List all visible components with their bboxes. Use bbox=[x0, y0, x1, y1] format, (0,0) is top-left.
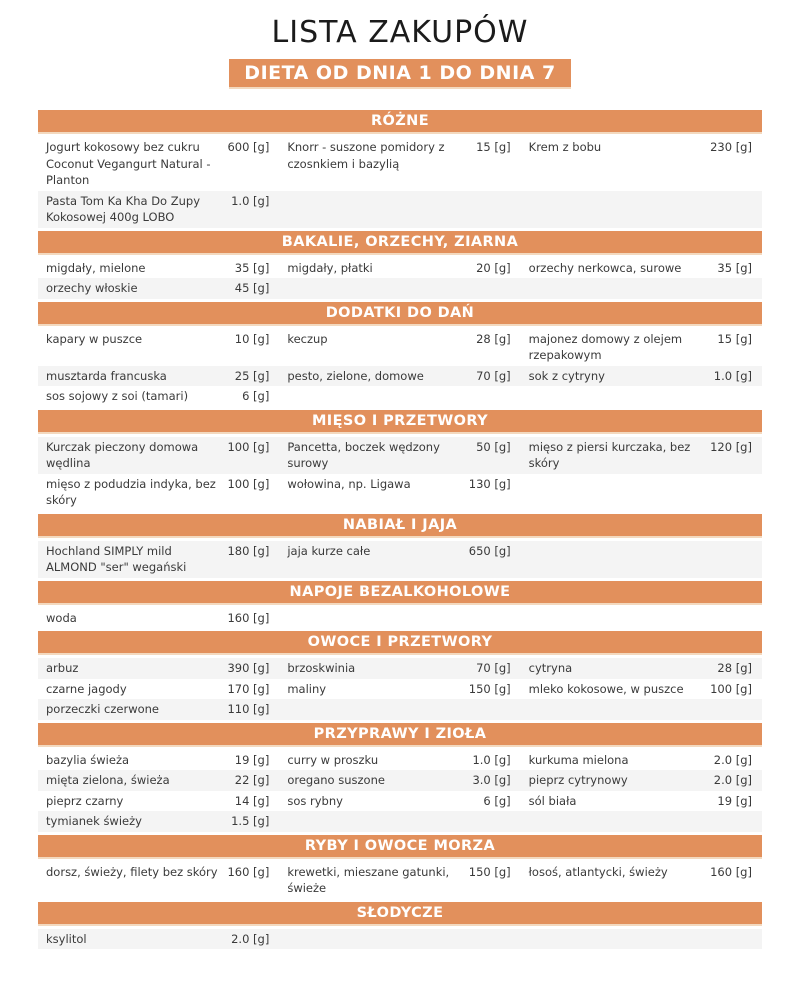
item-qty: 150 [g] bbox=[468, 864, 511, 879]
section-rows bbox=[38, 434, 762, 514]
section-rows bbox=[38, 926, 762, 953]
item-name: majonez domowy z olejem rzepakowym bbox=[528, 331, 683, 362]
section-rows bbox=[38, 255, 762, 302]
item-name: Kurczak pieczony domowa wędlina bbox=[46, 439, 199, 470]
section bbox=[38, 302, 762, 410]
item-qty: 19 [g] bbox=[717, 793, 752, 808]
item-cell bbox=[279, 862, 520, 899]
item-cell bbox=[279, 679, 520, 700]
item-name: mięso z piersi kurczaka, bez skóry bbox=[528, 439, 691, 470]
item-cell-empty bbox=[521, 811, 762, 832]
item-name: dorsz, świeży, filety bez skóry bbox=[46, 864, 218, 879]
item-row bbox=[38, 929, 762, 950]
item-name: migdały, płatki bbox=[287, 260, 373, 275]
item-cell bbox=[38, 770, 279, 791]
item-qty: 10 [g] bbox=[234, 331, 270, 346]
item-qty: 20 [g] bbox=[476, 260, 511, 275]
item-qty: 650 [g] bbox=[468, 543, 511, 558]
section-header: RYBY I OWOCE MORZA bbox=[38, 835, 762, 859]
item-cell bbox=[38, 608, 279, 629]
item-qty: 100 [g] bbox=[227, 439, 270, 454]
item-cell-empty bbox=[521, 474, 762, 511]
section bbox=[38, 723, 762, 835]
diet-period-badge: DIETA OD DNIA 1 DO DNIA 7 bbox=[229, 59, 570, 89]
item-cell bbox=[279, 329, 520, 366]
item-name: migdały, mielone bbox=[46, 260, 146, 275]
item-name: jaja kurze całe bbox=[287, 543, 371, 558]
item-name: curry w proszku bbox=[287, 752, 379, 767]
section bbox=[38, 410, 762, 514]
item-cell bbox=[279, 366, 520, 387]
item-cell bbox=[279, 750, 520, 771]
section-rows bbox=[38, 747, 762, 835]
item-row bbox=[38, 699, 762, 720]
section-rows bbox=[38, 134, 762, 231]
item-row bbox=[38, 437, 762, 474]
section bbox=[38, 581, 762, 632]
section bbox=[38, 110, 762, 231]
item-cell bbox=[38, 278, 279, 299]
page-title: LISTA ZAKUPÓW bbox=[271, 15, 529, 50]
item-qty: 2.0 [g] bbox=[713, 752, 752, 767]
item-qty: 2.0 [g] bbox=[713, 773, 752, 787]
section-header: SŁODYCZE bbox=[38, 902, 762, 926]
item-qty: 390 [g] bbox=[227, 661, 270, 675]
item-name: mleko kokosowe, w puszce bbox=[528, 681, 684, 696]
item-cell bbox=[521, 791, 762, 812]
item-cell-empty bbox=[279, 191, 520, 228]
item-name: musztarda francuska bbox=[46, 368, 167, 383]
section-header: DODATKI DO DAŃ bbox=[38, 302, 762, 326]
section bbox=[38, 231, 762, 302]
item-name: porzeczki czerwone bbox=[46, 702, 160, 716]
item-cell-empty bbox=[521, 929, 762, 950]
item-cell bbox=[38, 191, 279, 228]
section-header: OWOCE I PRZETWORY bbox=[38, 631, 762, 655]
item-qty: 25 [g] bbox=[234, 368, 270, 383]
item-row bbox=[38, 137, 762, 191]
item-name: sos sojowy z soi (tamari) bbox=[46, 389, 189, 403]
item-cell bbox=[38, 791, 279, 812]
item-name: sos rybny bbox=[287, 793, 343, 808]
item-name: Pasta Tom Ka Kha Do Zupy Kokosowej 400g LOBO bbox=[46, 193, 201, 224]
item-cell bbox=[38, 437, 279, 474]
item-cell-empty bbox=[521, 699, 762, 720]
item-cell bbox=[38, 699, 279, 720]
item-qty: 150 [g] bbox=[468, 681, 511, 696]
item-qty: 160 [g] bbox=[710, 864, 752, 879]
item-qty: 35 [g] bbox=[234, 260, 270, 275]
item-cell-empty bbox=[279, 929, 520, 950]
item-row bbox=[38, 608, 762, 629]
item-row bbox=[38, 366, 762, 387]
item-qty: 230 [g] bbox=[710, 140, 752, 154]
item-name: tymianek świeży bbox=[46, 814, 142, 828]
item-cell bbox=[279, 541, 520, 578]
item-cell bbox=[279, 770, 520, 791]
item-cell-empty bbox=[279, 811, 520, 832]
item-qty: 1.0 [g] bbox=[713, 368, 752, 383]
item-name: orzechy włoskie bbox=[46, 281, 138, 295]
item-qty: 100 [g] bbox=[227, 476, 270, 491]
item-name: Krem z bobu bbox=[528, 140, 602, 154]
item-cell bbox=[279, 258, 520, 279]
item-cell bbox=[38, 137, 279, 191]
item-qty: 28 [g] bbox=[717, 661, 752, 675]
item-qty: 1.0 [g] bbox=[231, 193, 270, 208]
item-qty: 50 [g] bbox=[476, 439, 511, 454]
sections-list bbox=[38, 110, 762, 952]
item-qty: 180 [g] bbox=[227, 543, 270, 558]
item-name: maliny bbox=[287, 681, 327, 696]
item-row bbox=[38, 386, 762, 407]
item-qty: 15 [g] bbox=[717, 331, 752, 346]
section-rows bbox=[38, 605, 762, 632]
item-cell bbox=[279, 437, 520, 474]
item-qty: 1.0 [g] bbox=[472, 752, 511, 767]
section-rows bbox=[38, 538, 762, 581]
item-qty: 22 [g] bbox=[234, 773, 270, 787]
item-name: pieprz czarny bbox=[46, 793, 124, 808]
item-qty: 2.0 [g] bbox=[231, 931, 270, 946]
item-qty: 19 [g] bbox=[234, 752, 270, 767]
item-row bbox=[38, 862, 762, 899]
item-row bbox=[38, 791, 762, 812]
item-name: woda bbox=[46, 610, 77, 625]
item-cell bbox=[521, 329, 762, 366]
item-qty: 14 [g] bbox=[234, 793, 270, 808]
item-name: mięso z podudzia indyka, bez skóry bbox=[46, 476, 216, 507]
item-qty: 70 [g] bbox=[476, 368, 511, 383]
item-cell bbox=[38, 679, 279, 700]
item-qty: 28 [g] bbox=[476, 331, 511, 346]
item-qty: 110 [g] bbox=[227, 702, 270, 716]
item-cell bbox=[38, 929, 279, 950]
item-row bbox=[38, 278, 762, 299]
item-cell bbox=[279, 137, 520, 191]
item-name: keczup bbox=[287, 331, 328, 346]
item-name: krewetki, mieszane gatunki, świeże bbox=[287, 864, 450, 895]
item-row bbox=[38, 258, 762, 279]
item-cell bbox=[38, 366, 279, 387]
section-header: NABIAŁ I JAJA bbox=[38, 514, 762, 538]
item-cell bbox=[521, 770, 762, 791]
item-qty: 600 [g] bbox=[227, 140, 270, 154]
item-qty: 45 [g] bbox=[234, 281, 270, 295]
item-cell-empty bbox=[521, 191, 762, 228]
item-cell bbox=[279, 658, 520, 679]
item-cell-empty bbox=[521, 386, 762, 407]
item-cell bbox=[279, 791, 520, 812]
item-name: arbuz bbox=[46, 661, 79, 675]
item-name: pesto, zielone, domowe bbox=[287, 368, 424, 383]
item-row bbox=[38, 191, 762, 228]
item-qty: 130 [g] bbox=[468, 476, 511, 491]
item-qty: 70 [g] bbox=[476, 661, 511, 675]
item-cell-empty bbox=[521, 278, 762, 299]
item-cell-empty bbox=[521, 608, 762, 629]
item-name: pieprz cytrynowy bbox=[528, 773, 628, 787]
item-cell bbox=[38, 658, 279, 679]
item-cell bbox=[38, 386, 279, 407]
item-qty: 120 [g] bbox=[710, 439, 752, 454]
item-cell bbox=[38, 750, 279, 771]
item-row bbox=[38, 770, 762, 791]
item-qty: 160 [g] bbox=[227, 610, 270, 625]
section bbox=[38, 631, 762, 723]
item-name: oregano suszone bbox=[287, 773, 385, 787]
item-cell-empty bbox=[279, 699, 520, 720]
section bbox=[38, 835, 762, 902]
item-name: czarne jagody bbox=[46, 681, 127, 696]
item-name: Jogurt kokosowy bez cukru Coconut Vegangurt Natural - Planton bbox=[46, 140, 211, 187]
section-header: MIĘSO I PRZETWORY bbox=[38, 410, 762, 434]
item-cell-empty bbox=[279, 278, 520, 299]
item-row bbox=[38, 679, 762, 700]
item-qty: 6 [g] bbox=[242, 389, 270, 403]
section bbox=[38, 514, 762, 581]
section-rows bbox=[38, 655, 762, 723]
item-name: Pancetta, boczek wędzony surowy bbox=[287, 439, 440, 470]
item-qty: 1.5 [g] bbox=[231, 814, 270, 828]
item-name: kapary w puszce bbox=[46, 331, 143, 346]
diet-period-badge-wrap bbox=[0, 59, 800, 89]
item-name: Knorr - suszone pomidory z czosnkiem i bazylią bbox=[287, 140, 445, 171]
item-cell bbox=[521, 750, 762, 771]
item-name: mięta zielona, świeża bbox=[46, 773, 170, 787]
section-header: BAKALIE, ORZECHY, ZIARNA bbox=[38, 231, 762, 255]
item-row bbox=[38, 658, 762, 679]
item-name: ksylitol bbox=[46, 931, 87, 946]
item-cell bbox=[38, 258, 279, 279]
item-cell bbox=[521, 366, 762, 387]
item-name: Hochland SIMPLY mild ALMOND "ser" wegański bbox=[46, 543, 187, 574]
item-cell bbox=[521, 679, 762, 700]
item-name: cytryna bbox=[528, 661, 573, 675]
item-name: sok z cytryny bbox=[528, 368, 605, 383]
item-name: orzechy nerkowca, surowe bbox=[528, 260, 682, 275]
item-qty: 6 [g] bbox=[483, 793, 511, 808]
section-header: RÓŻNE bbox=[38, 110, 762, 134]
item-cell-empty bbox=[521, 541, 762, 578]
item-qty: 100 [g] bbox=[710, 681, 752, 696]
item-qty: 3.0 [g] bbox=[472, 773, 511, 787]
item-cell bbox=[38, 811, 279, 832]
item-row bbox=[38, 474, 762, 511]
item-name: bazylia świeża bbox=[46, 752, 130, 767]
item-name: kurkuma mielona bbox=[528, 752, 629, 767]
item-cell bbox=[521, 658, 762, 679]
item-qty: 15 [g] bbox=[476, 140, 511, 154]
item-cell bbox=[38, 541, 279, 578]
item-qty: 35 [g] bbox=[717, 260, 752, 275]
item-cell bbox=[38, 862, 279, 899]
section-rows bbox=[38, 326, 762, 410]
item-cell bbox=[38, 474, 279, 511]
item-cell bbox=[521, 258, 762, 279]
item-name: sól biała bbox=[528, 793, 577, 808]
item-qty: 170 [g] bbox=[227, 681, 270, 696]
item-cell-empty bbox=[279, 386, 520, 407]
section bbox=[38, 902, 762, 953]
item-name: łosoś, atlantycki, świeży bbox=[528, 864, 668, 879]
item-name: brzoskwinia bbox=[287, 661, 356, 675]
item-row bbox=[38, 811, 762, 832]
item-cell bbox=[38, 329, 279, 366]
item-qty: 160 [g] bbox=[227, 864, 270, 879]
item-cell bbox=[521, 137, 762, 191]
item-name: wołowina, np. Ligawa bbox=[287, 476, 411, 491]
section-header: PRZYPRAWY I ZIOŁA bbox=[38, 723, 762, 747]
section-rows bbox=[38, 859, 762, 902]
item-cell-empty bbox=[279, 608, 520, 629]
item-row bbox=[38, 329, 762, 366]
section-header: NAPOJE BEZALKOHOLOWE bbox=[38, 581, 762, 605]
item-cell bbox=[521, 862, 762, 899]
item-row bbox=[38, 541, 762, 578]
item-cell bbox=[521, 437, 762, 474]
item-cell bbox=[279, 474, 520, 511]
item-row bbox=[38, 750, 762, 771]
